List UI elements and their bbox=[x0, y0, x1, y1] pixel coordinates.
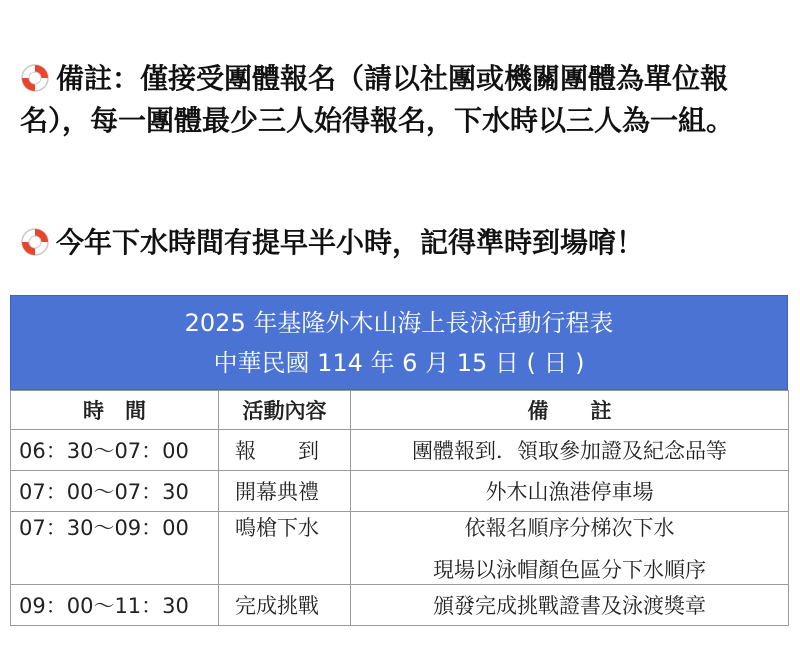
lifebuoy-icon bbox=[20, 63, 50, 93]
lifebuoy-icon bbox=[20, 227, 50, 257]
row-time: 07：30～09：00 bbox=[11, 512, 219, 585]
row-remark: 依報名順序分梯次下水 bbox=[464, 516, 675, 540]
row-remark-group bbox=[351, 512, 789, 585]
row-activity: 完成挑戰 bbox=[219, 585, 351, 626]
row-activity: 報 到 bbox=[219, 430, 351, 471]
schedule-table bbox=[10, 295, 788, 643]
row-remark-secondary: 現場以泳帽顏色區分下水順序 bbox=[433, 558, 706, 582]
row-time: 06：30～07：00 bbox=[11, 430, 219, 471]
schedule-grid bbox=[10, 390, 789, 626]
schedule-date: 中華民國 114 年 6 月 15 日 ( 日 ) bbox=[213, 349, 585, 377]
table-row bbox=[11, 471, 789, 512]
row-activity: 開幕典禮 bbox=[219, 471, 351, 512]
row-remark: 頒發完成挑戰證書及泳渡獎章 bbox=[351, 585, 789, 626]
note-text: 備註：僅接受團體報名（請以社團或機關團體為單位報名），每一團體最少三人始得報名，下水時以三人為一組。 bbox=[20, 62, 735, 137]
row-activity: 鳴槍下水 bbox=[219, 512, 351, 585]
header-remark: 備 註 bbox=[351, 391, 789, 430]
schedule-banner bbox=[10, 295, 788, 390]
table-row bbox=[11, 512, 789, 585]
table-row bbox=[11, 430, 789, 471]
table-row bbox=[11, 585, 789, 626]
table-header-row bbox=[11, 391, 789, 430]
row-time: 07：00～07：30 bbox=[11, 471, 219, 512]
row-time: 09：00～11：30 bbox=[11, 585, 219, 626]
schedule-title: 2025 年基隆外木山海上長泳活動行程表 bbox=[184, 309, 614, 337]
row-remark: 團體報到．領取參加證及紀念品等 bbox=[351, 430, 789, 471]
header-activity: 活動內容 bbox=[219, 391, 351, 430]
header-time: 時 間 bbox=[11, 391, 219, 430]
note-registration bbox=[20, 58, 780, 142]
row-remark: 外木山漁港停車場 bbox=[351, 471, 789, 512]
note-early-start bbox=[20, 222, 780, 264]
note-text: 今年下水時間有提早半小時，記得準時到場唷！ bbox=[56, 226, 645, 259]
